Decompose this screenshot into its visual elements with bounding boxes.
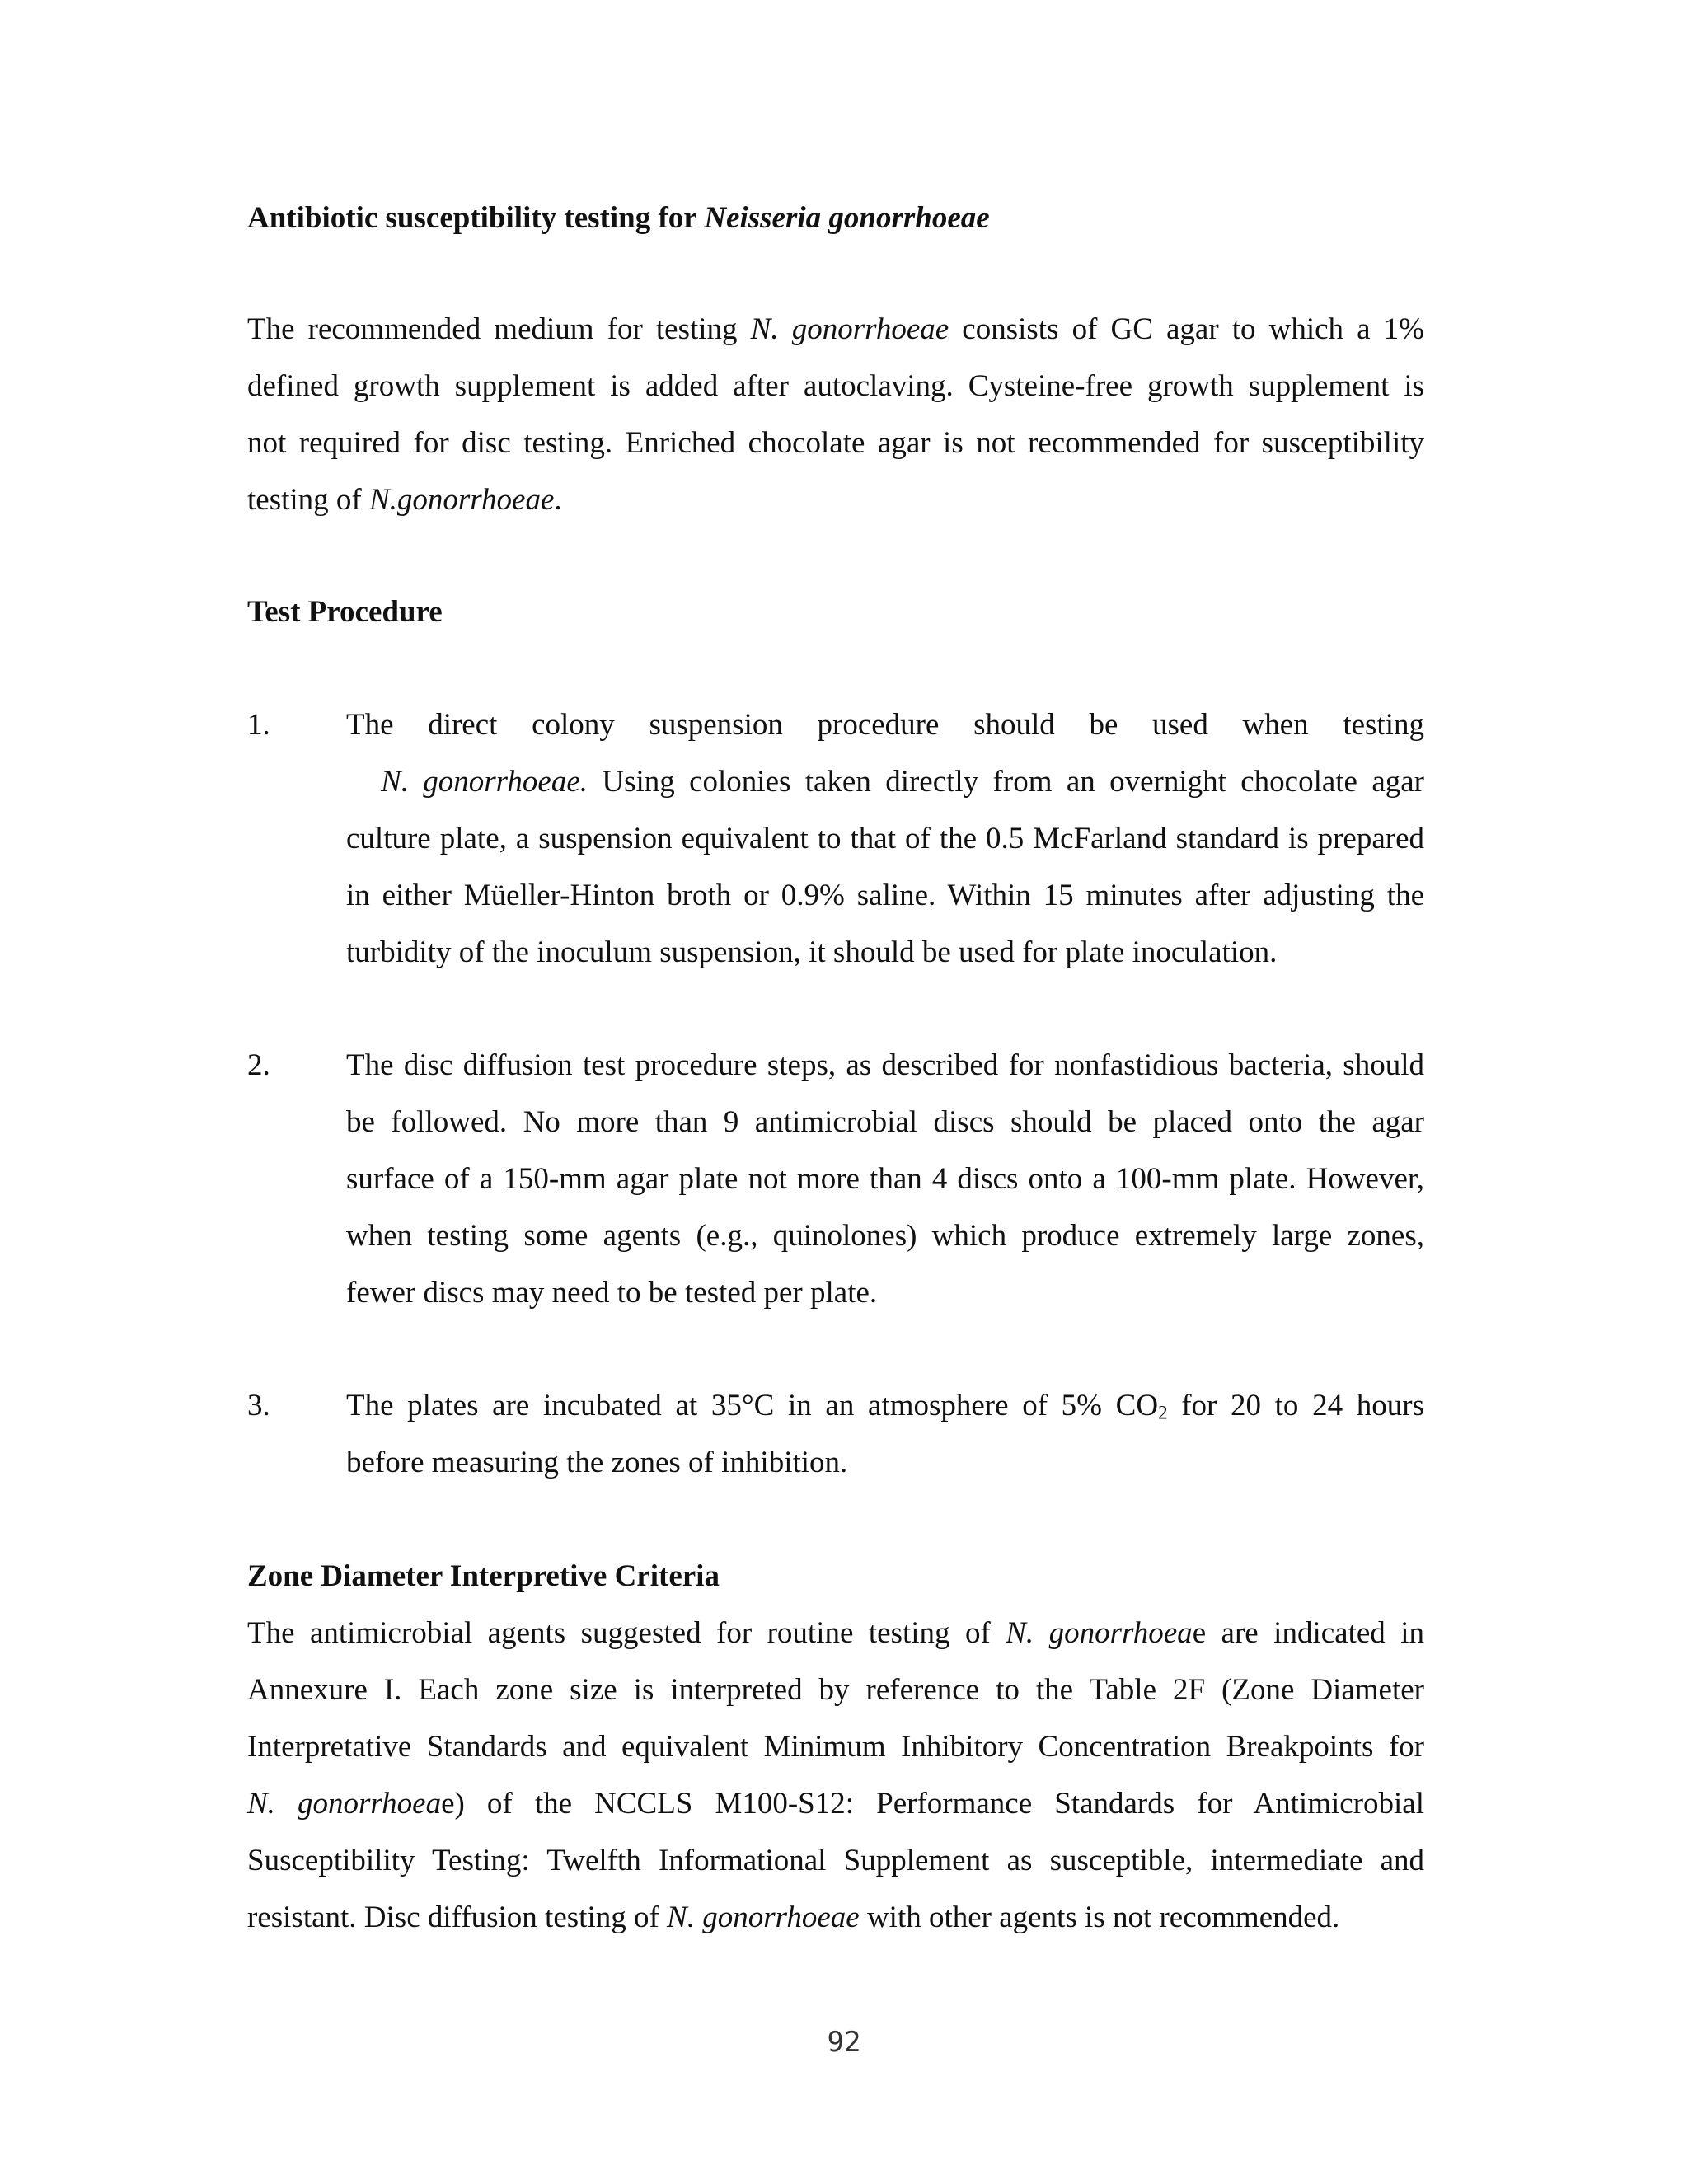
zone-line-1: The antimicrobial agents suggested for routine testing of N. gonorrhoeae are indicated in bbox=[247, 1616, 1425, 1650]
zone-criteria-paragraph bbox=[247, 1605, 1424, 1946]
test-procedure-heading: Test Procedure bbox=[247, 595, 443, 629]
item-1-line-1: The direct colony suspension procedure should be used when testing bbox=[346, 708, 1424, 742]
item-1-line-5: turbidity of the inoculum suspension, it should be used for plate inoculation. bbox=[346, 935, 1278, 969]
zone-line-5: Susceptibility Testing: Twelfth Informational Supplement as susceptible, intermediate and bbox=[247, 1844, 1424, 1877]
intro-line-1: The recommended medium for testing N. gonorrhoeae consists of GC agar to which a 1% bbox=[247, 312, 1425, 346]
zone-line-3: Interpretative Standards and equivalent Minimum Inhibitory Concentration Breakpoints for bbox=[247, 1730, 1424, 1764]
zone-criteria-heading: Zone Diameter Interpretive Criteria bbox=[247, 1559, 720, 1593]
item-1-line-4: in either Müeller-Hinton broth or 0.9% saline. Within 15 minutes after adjusting the bbox=[346, 879, 1424, 912]
intro-line-3: not required for disc testing. Enriched chocolate agar is not recommended for susceptibility bbox=[247, 426, 1424, 460]
item-body bbox=[346, 696, 1424, 981]
page-title bbox=[247, 190, 1424, 246]
zone-line-2: Annexure I. Each zone size is interpreted by reference to the Table 2F (Zone Diameter bbox=[247, 1673, 1424, 1707]
item-number: 1. bbox=[247, 708, 270, 742]
item-3-line-1: The plates are incubated at 35°C in an atmosphere of 5% $CO_2$ for 20 to 24 hours bbox=[346, 1389, 1424, 1423]
item-body bbox=[346, 1037, 1424, 1321]
intro-line-2: defined growth supplement is added after autoclaving. Cysteine-free growth supplement is bbox=[247, 369, 1424, 403]
intro-line-4: testing of N.gonorrhoeae. bbox=[247, 483, 562, 517]
intro-paragraph bbox=[247, 301, 1424, 528]
title-organism: Neisseria gonorrhoeae bbox=[704, 201, 990, 235]
item-1-line-2: N. gonorrhoeae. Using colonies taken directly from an overnight chocolate agar bbox=[381, 765, 1424, 799]
title-text: Antibiotic susceptibility testing for bbox=[247, 201, 705, 235]
item-number: 3. bbox=[247, 1389, 270, 1422]
item-2-line-1: The disc diffusion test procedure steps, as described for nonfastidious bacteria, should bbox=[346, 1048, 1424, 1082]
zone-line-4: N. gonorrhoeae) of the NCCLS M100-S12: Performance Standards for Antimicrobial bbox=[247, 1787, 1425, 1821]
item-2-line-4: when testing some agents (e.g., quinolones) which produce extremely large zones, bbox=[346, 1219, 1424, 1253]
item-body bbox=[346, 1377, 1424, 1491]
item-2-line-3: surface of a 150-mm agar plate not more than 4 discs onto a 100-mm plate. However, bbox=[346, 1162, 1424, 1196]
item-3-line-2: before measuring the zones of inhibition. bbox=[346, 1446, 848, 1479]
item-2-line-5: fewer discs may need to be tested per plate. bbox=[346, 1276, 878, 1310]
item-2-line-2: be followed. No more than 9 antimicrobial discs should be placed onto the agar bbox=[346, 1105, 1424, 1139]
item-1-line-3: culture plate, a suspension equivalent to that of the 0.5 McFarland standard is prepared bbox=[346, 822, 1424, 855]
item-number: 2. bbox=[247, 1048, 270, 1082]
page-number: 92 bbox=[827, 2026, 861, 2059]
zone-line-6: resistant. Disc diffusion testing of N. gonorrhoeae with other agents is not recommended. bbox=[247, 1900, 1340, 1934]
